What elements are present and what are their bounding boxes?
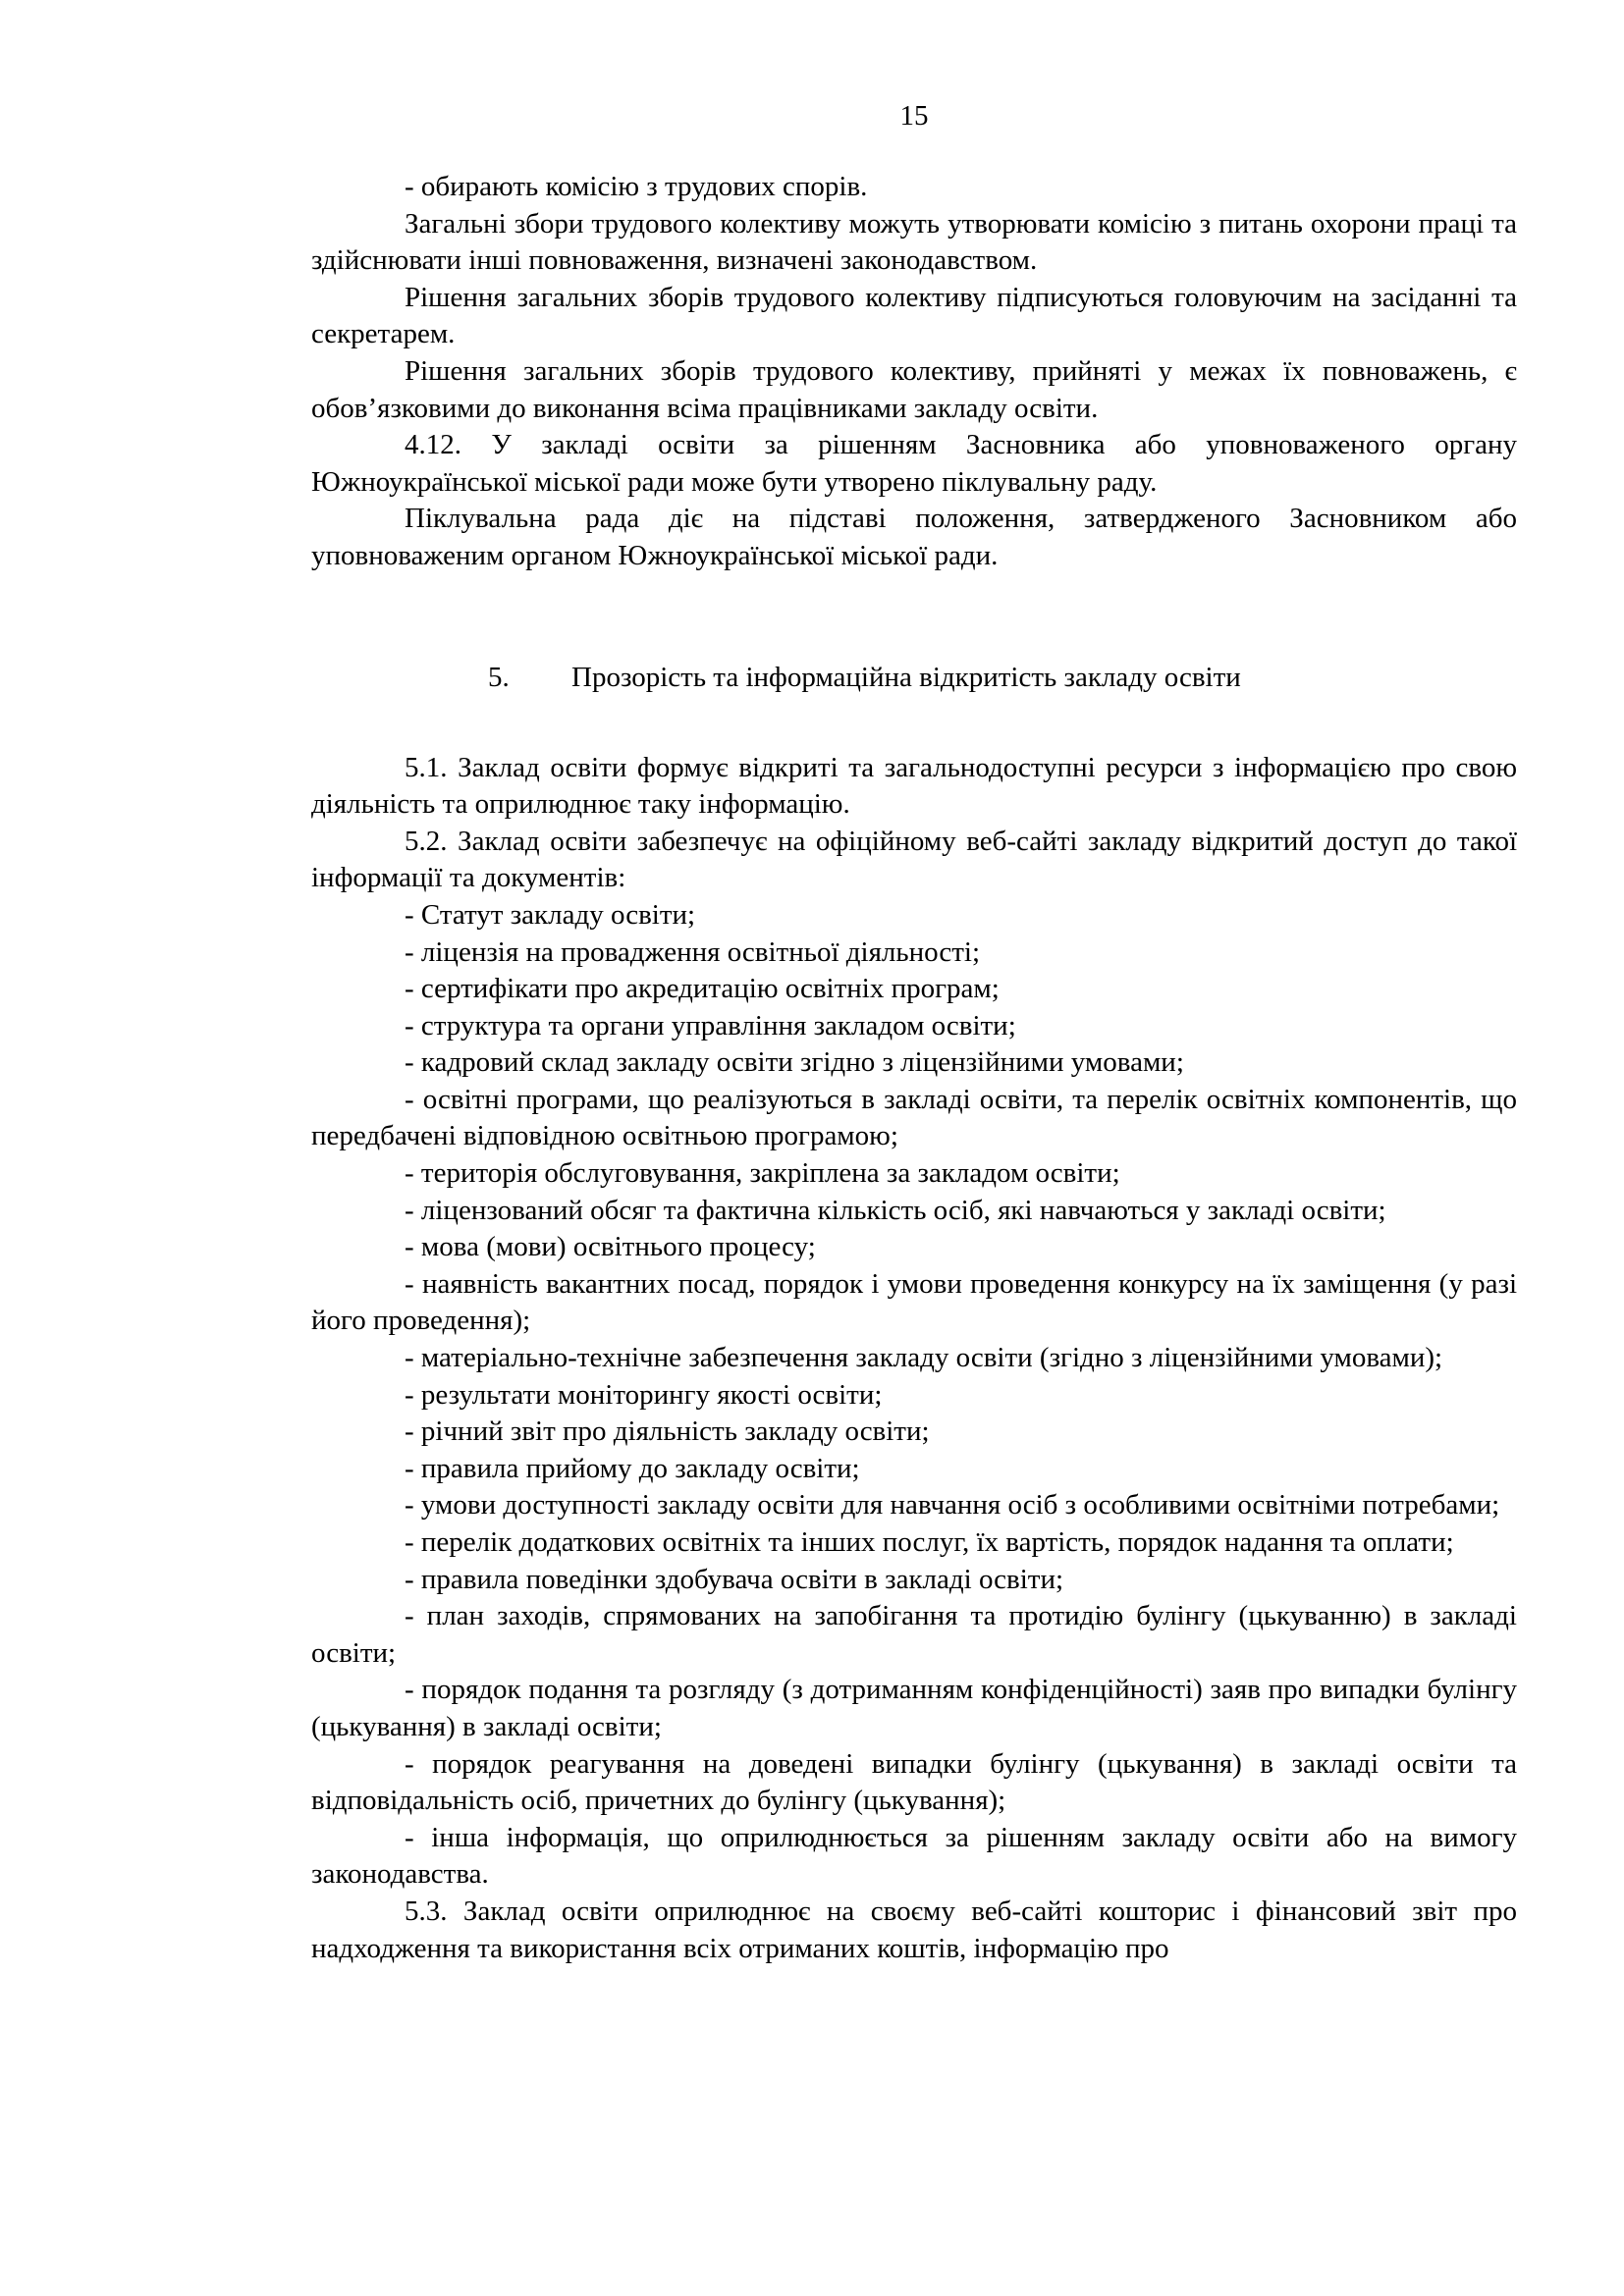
list-item: - порядок реагування на доведені випадки булінгу (цькування) в закладі освіти та відповідальність осіб, причетних до булінгу (цькування); (311, 1747, 1517, 1817)
paragraph: Загальні збори трудового колективу можуть утворювати комісію з питань охорони праці та здійснювати інші повноваження, визначені законодавством. (311, 207, 1517, 277)
list-item: - інша інформація, що оприлюднюється за рішенням закладу освіти або на вимогу законодавства. (311, 1821, 1517, 1891)
list-item: - мова (мови) освітнього процесу; (405, 1231, 816, 1263)
list-item: - правила поведінки здобувача освіти в закладі освіти; (405, 1563, 1064, 1595)
paragraph: 4.12. У закладі освіти за рішенням Засновника або уповноваженого органу Южноукраїнської міської ради може бути утворено піклувальну раду. (311, 429, 1517, 498)
list-item: - перелік додаткових освітніх та інших послуг, їх вартість, порядок надання та оплати; (405, 1526, 1454, 1558)
section-heading (311, 658, 1517, 697)
list-item: - умови доступності закладу освіти для навчання осіб з особливими освітніми потребами; (405, 1489, 1500, 1522)
section-title: Прозорість та інформаційна відкритість закладу освіти (571, 661, 1241, 693)
paragraph: 5.2. Заклад освіти забезпечує на офіційному веб-сайті закладу відкритий доступ до такої інформації та документів: (311, 825, 1517, 894)
list-item: - територія обслуговування, закріплена за закладом освіти; (405, 1157, 1120, 1190)
list-item: - план заходів, спрямованих на запобігання та протидію булінгу (цькуванню) в закладі освіти; (311, 1600, 1517, 1669)
section-number: 5. (488, 661, 510, 693)
text-block-after (311, 750, 1517, 1968)
list-item: - Статут закладу освіти; (405, 898, 696, 931)
list-item: - річний звіт про діяльність закладу освіти; (405, 1415, 930, 1448)
page-number: 15 (899, 100, 929, 132)
list-item: - матеріально-технічне забезпечення закладу освіти (згідно з ліцензійними умовами); (405, 1342, 1443, 1374)
paragraph: Рішення загальних зборів трудового колективу, прийняті у межах їх повноважень, є обов’язковими до виконання всіма працівниками закладу освіти. (311, 354, 1517, 424)
text-block-before (311, 169, 1517, 575)
paragraph: Піклувальна рада діє на підставі положення, затвердженого Засновником або уповноваженим органом Южноукраїнської міської ради. (311, 503, 1517, 571)
list-item: - ліцензія на провадження освітньої діяльності; (405, 935, 981, 968)
list-item: - порядок подання та розгляду (з дотриманням конфіденційності) заяв про випадки булінгу (цькування) в закладі освіти; (311, 1674, 1517, 1742)
list-item: - структура та органи управління закладом освіти; (405, 1009, 1016, 1041)
list-item: - наявність вакантних посад, порядок і умови проведення конкурсу на їх заміщення (у разі його проведення); (311, 1267, 1517, 1337)
paragraph: - обирають комісію з трудових спорів. (405, 171, 868, 202)
list-item: - освітні програми, що реалізуються в закладі освіти, та перелік освітніх компонентів, що передбачені відповідною освітньою програмою; (311, 1083, 1517, 1152)
list-item: - сертифікати про акредитацію освітніх програм; (405, 973, 1000, 1005)
list-item: - кадровий склад закладу освіти згідно з ліцензійними умовами; (405, 1046, 1184, 1079)
list-item: - ліцензований обсяг та фактична кількість осіб, які навчаються у закладі освіти; (405, 1194, 1386, 1226)
paragraph: 5.1. Заклад освіти формує відкриті та загальнодоступні ресурси з інформацією про свою діяльність та оприлюднює таку інформацію. (311, 751, 1517, 821)
paragraph: 5.3. Заклад освіти оприлюднює на своєму веб-сайті кошторис і фінансовий звіт про надходження та використання всіх отриманих коштів, інформацію про (311, 1895, 1517, 1964)
list-item: - правила прийому до закладу освіти; (405, 1452, 860, 1484)
list-item: - результати моніторингу якості освіти; (405, 1378, 883, 1411)
paragraph: Рішення загальних зборів трудового колективу підписуються головуючим на засіданні та секретарем. (311, 281, 1517, 350)
document-page (311, 96, 1517, 1967)
